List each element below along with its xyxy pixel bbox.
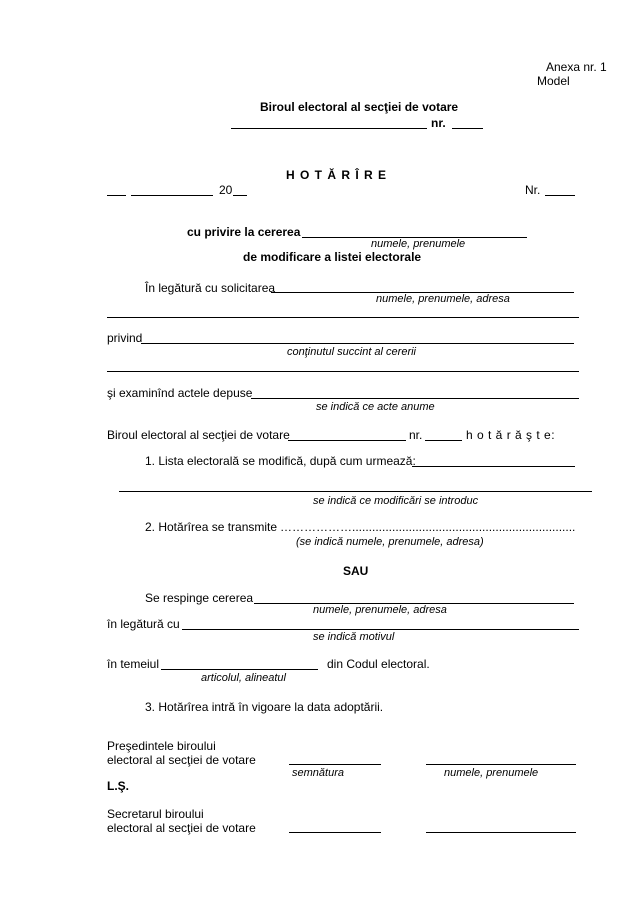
subject-line2: de modificare a listei electorale <box>243 250 422 264</box>
month-blank[interactable] <box>131 195 213 196</box>
president-line1: Preşedintele biroului <box>107 739 216 753</box>
decides-blank[interactable] <box>288 440 406 441</box>
item1-hint: se indică ce modificări se introduc <box>313 495 479 507</box>
decision-nr-label: Nr. <box>525 183 541 197</box>
decides-nr-blank[interactable] <box>425 440 462 441</box>
reason-hint: se indică motivul <box>313 631 395 643</box>
reject-label: Se respinge cererea <box>145 591 254 605</box>
item1-label: 1. Lista electorală se modifică, după cum urmează: <box>145 454 416 468</box>
basis-blank[interactable] <box>161 669 318 670</box>
president-signature-blank[interactable] <box>289 764 381 765</box>
item1-blank-2[interactable] <box>119 491 592 492</box>
item2-label: 2. Hotărîrea se transmite <box>145 520 278 534</box>
applicant-name-hint: numele, prenumele <box>371 238 466 250</box>
regarding-hint: conţinutul succint al cererii <box>287 346 417 358</box>
secretary-line2: electoral al secţiei de votare <box>107 821 256 835</box>
year-prefix: 20 <box>219 183 233 197</box>
reject-hint: numele, prenumele, adresa <box>313 604 447 616</box>
year-blank[interactable] <box>233 195 247 196</box>
secretary-line1: Secretarul biroului <box>107 807 204 821</box>
regarding-label: privind <box>107 331 143 345</box>
reason-label: în legătură cu <box>107 617 180 631</box>
request-blank-2[interactable] <box>107 317 579 318</box>
request-hint: numele, prenumele, adresa <box>376 293 510 305</box>
president-line2: electoral al secţiei de votare <box>107 753 256 767</box>
issuer-blank[interactable] <box>231 128 427 129</box>
model-label: Model <box>537 74 570 88</box>
annex-number: Anexa nr. 1 <box>546 60 607 74</box>
secretary-name-blank[interactable] <box>426 832 576 833</box>
examined-hint: se indică ce acte anume <box>316 401 435 413</box>
issuer-title: Biroul electoral al secţiei de votare <box>260 100 459 114</box>
decision-nr-blank[interactable] <box>545 195 575 196</box>
item3-label: 3. Hotărîrea intră în vigoare la data adoptării. <box>145 700 384 714</box>
decides-prefix: Biroul electoral al secţiei de votare <box>107 428 290 442</box>
president-name-blank[interactable] <box>426 764 576 765</box>
day-blank[interactable] <box>107 195 126 196</box>
stamp-label: L.Ş. <box>107 779 130 793</box>
secretary-signature-blank[interactable] <box>289 832 381 833</box>
regarding-blank-2[interactable] <box>107 371 579 372</box>
examined-label: şi examinînd actele depuse <box>107 386 253 400</box>
or-label: SAU <box>343 564 369 578</box>
issuer-nr-label: nr. <box>431 116 446 130</box>
basis-hint: articolul, alineatul <box>201 672 286 684</box>
subject-prefix: cu privire la cererea <box>187 225 301 239</box>
decides-verb: h o t ă r ă ş t e: <box>466 428 556 442</box>
decides-nr-label: nr. <box>409 428 423 442</box>
item2-dots[interactable]: ………………................................................................... <box>280 520 576 534</box>
request-label: În legătură cu solicitarea <box>145 281 276 295</box>
item2-hint: (se indică numele, prenumele, adresa) <box>296 536 484 548</box>
name-hint: numele, prenumele <box>444 767 539 779</box>
basis-suffix: din Codul electoral. <box>327 657 430 671</box>
item1-blank[interactable] <box>412 466 575 467</box>
issuer-nr-blank[interactable] <box>452 128 483 129</box>
document-title: H O T Ă R Î R E <box>286 168 388 182</box>
examined-blank[interactable] <box>251 398 579 399</box>
regarding-blank[interactable] <box>141 343 574 344</box>
signature-hint: semnătura <box>292 767 344 779</box>
basis-label: în temeiul <box>107 657 160 671</box>
